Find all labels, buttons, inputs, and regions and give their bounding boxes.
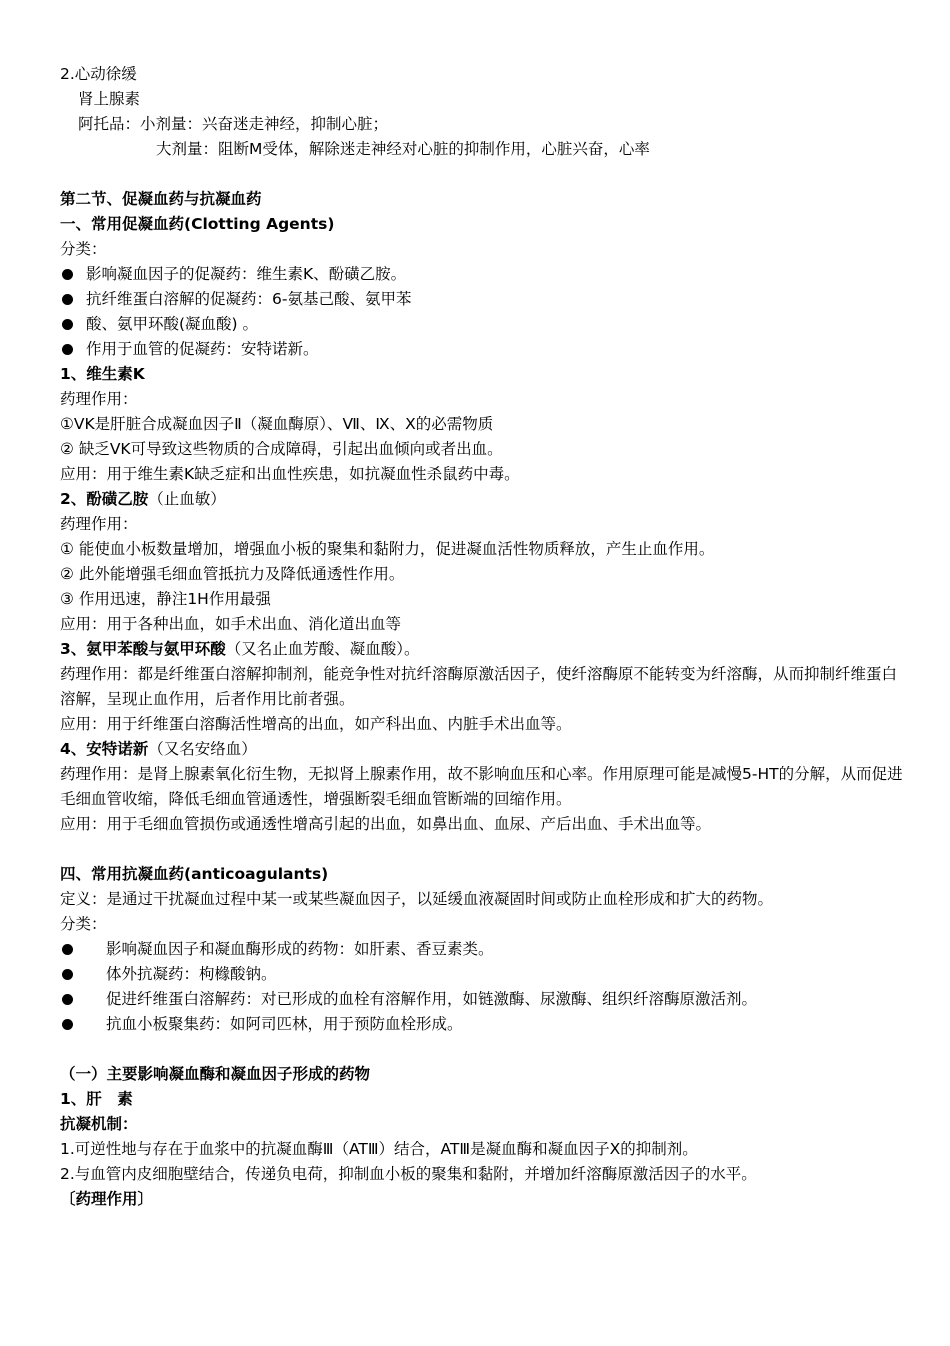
heading-etamsylate: 2、酚磺乙胺（止血敏） [60,490,226,508]
section-title: 第二节、促凝血药与抗凝血药 [60,190,262,208]
spacer [60,837,910,862]
paragraph: ③ 作用迅速，静注1H作用最强 [60,590,271,608]
paragraph: 1.可逆性地与存在于血浆中的抗凝血酶Ⅲ（ATⅢ）结合，ATⅢ是凝血酶和凝血因子Ⅹ的抑制剂。 [60,1140,698,1158]
line-adrenaline: 肾上腺素 [78,90,141,108]
document-page [60,62,910,1212]
heading-subsection: （一）主要影响凝血酶和凝血因子形成的药物 [60,1065,371,1083]
bullet-item: 影响凝血因子的促凝药：维生素K、酚磺乙胺。 [60,262,910,287]
line-heart-slow: 2.心动徐缓 [60,65,137,83]
paragraph: 药理作用：是肾上腺素氧化衍生物，无拟肾上腺素作用，故不影响血压和心率。作用原理可能是减慢5-HT的分解，从而促进毛细血管收缩，降低毛细血管通透性，增强断裂毛细血管断端的回缩作用。 [60,765,903,808]
bullet-icon [62,319,73,330]
heading-aminomethylbenzoic: 3、氨甲苯酸与氨甲环酸（又名止血芳酸、凝血酸）。 [60,640,420,658]
bullet-icon [62,944,73,955]
usage-line: 应用：用于毛细血管损伤或通透性增高引起的出血，如鼻出血、血尿、产后出血、手术出血等。 [60,815,712,833]
bullet-icon [62,994,73,1005]
bullet-item: 作用于血管的促凝药：安特诺新。 [60,337,910,362]
definition-paragraph: 定义：是通过干扰凝血过程中某一或某些凝血因子，以延缓血液凝固时间或防止血栓形成和扩大的药物。 [60,890,774,908]
usage-line: 应用：用于维生素K缺乏症和出血性疾患，如抗凝血性杀鼠药中毒。 [60,465,520,483]
line-atropine-large: 大剂量：阻断M受体，解除迷走神经对心脏的抑制作用，心脏兴奋，心率 [156,140,650,158]
heading-anticoagulants: 四、常用抗凝血药(anticoagulants) [60,865,329,883]
bullet-icon [62,294,73,305]
heading-vitamin-k: 1、维生素K [60,365,145,383]
paragraph: ①VK是肝脏合成凝血因子Ⅱ（凝血酶原）、Ⅶ、Ⅸ、Ⅹ的必需物质 [60,415,494,433]
paragraph: ② 缺乏VK可导致这些物质的合成障碍，引起出血倾向或者出血。 [60,440,503,458]
paragraph: 药理作用：都是纤维蛋白溶解抑制剂，能竞争性对抗纤溶酶原激活因子，使纤溶酶原不能转变为纤溶酶，从而抑制纤维蛋白溶解，呈现止血作用，后者作用比前者强。 [60,665,898,708]
pharmacology-label: 药理作用： [60,515,138,533]
bullet-icon [62,269,73,280]
usage-line: 应用：用于纤维蛋白溶酶活性增高的出血，如产科出血、内脏手术出血等。 [60,715,572,733]
paragraph: 2.与血管内皮细胞壁结合，传递负电荷，抑制血小板的聚集和黏附，并增加纤溶酶原激活因子的水平。 [60,1165,757,1183]
pharmacology-label: 药理作用： [60,390,138,408]
spacer [60,162,910,187]
heading-clotting-agents: 一、常用促凝血药(Clotting Agents) [60,215,335,233]
mechanism-label: 抗凝机制： [60,1115,138,1133]
usage-line: 应用：用于各种出血，如手术出血、消化道出血等 [60,615,402,633]
line-atropine-small: 阿托品：小剂量：兴奋迷走神经，抑制心脏； [78,115,389,133]
bullet-item: 促进纤维蛋白溶解药：对已形成的血栓有溶解作用，如链激酶、尿激酶、组织纤溶酶原激活剂。 [60,987,910,1012]
bullet-item: 抗纤维蛋白溶解的促凝药：6-氨基己酸、氨甲苯 [60,287,910,312]
spacer [60,1037,910,1062]
bullet-icon [62,969,73,980]
bullet-item: 酸、氨甲环酸(凝血酸) 。 [60,312,910,337]
heading-carbazochrome: 4、安特诺新（又名安络血） [60,740,257,758]
classification-label: 分类： [60,240,107,258]
pharmacology-heading: 〔药理作用〕 [60,1190,154,1208]
bullet-icon [62,1019,73,1030]
paragraph: ① 能使血小板数量增加，增强血小板的聚集和黏附力，促进凝血活性物质释放，产生止血作用。 [60,540,715,558]
bullet-item: 影响凝血因子和凝血酶形成的药物：如肝素、香豆素类。 [60,937,910,962]
bullet-item: 体外抗凝药：枸橼酸钠。 [60,962,910,987]
bullet-icon [62,344,73,355]
bullet-item: 抗血小板聚集药：如阿司匹林，用于预防血栓形成。 [60,1012,910,1037]
heading-heparin: 1、肝 素 [60,1090,133,1108]
paragraph: ② 此外能增强毛细血管抵抗力及降低通透性作用。 [60,565,405,583]
classification-label: 分类： [60,915,107,933]
